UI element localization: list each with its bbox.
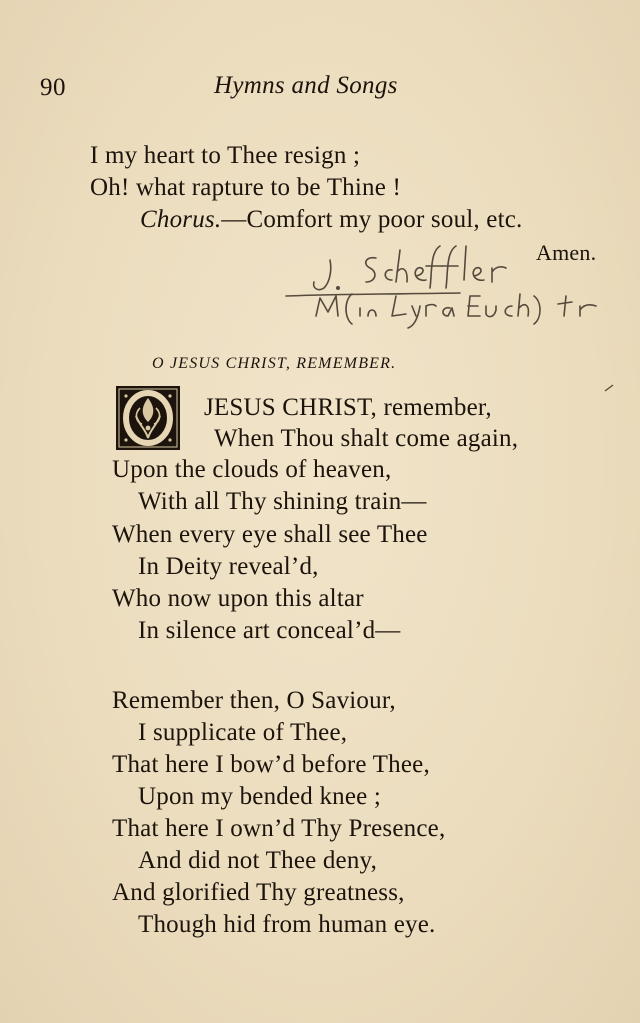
chorus-text: —Comfort my poor soul, etc. [221,206,523,233]
stanza2-line: And did not Thee deny, [138,847,378,874]
stanza1-line: JESUS CHRIST, remember, [204,394,492,421]
chorus-line [140,206,523,234]
stanza1-line: In Deity reveal’d, [138,553,319,580]
stanza1-line: Upon the clouds of heaven, [112,456,392,483]
pencil-tick-mark [604,384,614,392]
handwritten-attribution [280,244,625,334]
stanza1-line: When Thou shalt come again, [214,425,519,452]
previous-hymn-line: Oh! what rapture to be Thine ! [90,174,401,201]
chorus-label: Chorus. [140,206,222,233]
stanza2-line: That here I own’d Thy Presence, [112,815,446,842]
hymn-title: O JESUS CHRIST, REMEMBER. [152,355,397,372]
stanza1-line: When every eye shall see Thee [112,521,428,548]
stanza2-line: Though hid from human eye. [138,911,436,938]
stanza1-line: In silence art conceal’d— [138,617,401,644]
stanza2-line: And glorified Thy greatness, [112,879,405,906]
stanza2-line: Upon my bended knee ; [138,783,382,810]
running-title: Hymns and Songs [214,72,398,99]
stanza2-line: Remember then, O Saviour, [112,687,396,714]
amen: Amen. [536,240,597,265]
page-number: 90 [40,74,66,101]
stanza2-line: That here I bow’d before Thee, [112,751,430,778]
stanza1-line: Who now upon this altar [112,585,364,612]
previous-hymn-line: I my heart to Thee resign ; [90,142,361,169]
ornamental-dropcap-o-icon [116,386,180,450]
stanza1-line: With all Thy shining train— [138,488,427,515]
stanza2-line: I supplicate of Thee, [138,719,348,746]
